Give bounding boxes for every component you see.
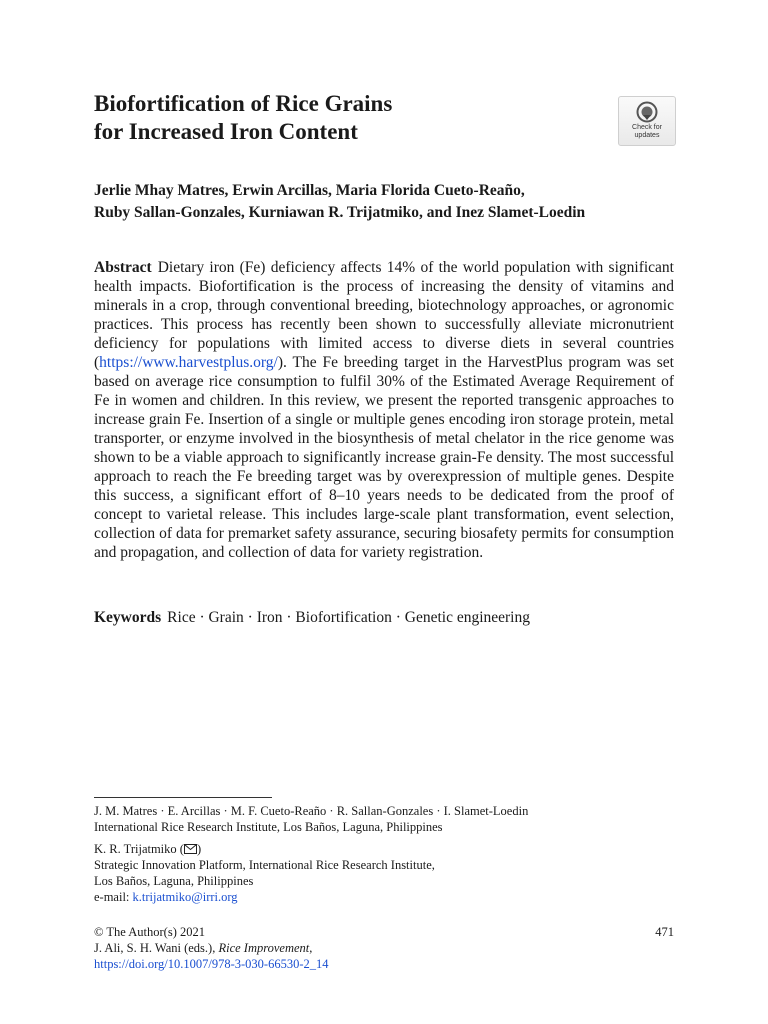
copyright: © The Author(s) 2021: [94, 925, 205, 939]
harvestplus-link[interactable]: https://www.harvestplus.org/: [99, 354, 278, 371]
article-title: [94, 90, 564, 146]
abstract-text-part2: ). The Fe breeding target in the HarvestPlus program was set based on average rice consumption to fulfil 30% of the Estimated Average Requirement of Fe in women and children. In this review, we present the reported transgenic approaches to increase grain Fe. Insertion of a single or multiple genes encoding iron storage protein, metal transporter, or enzyme involved in the biosynthesis of metal chelator in the rice genome was shown to be a viable approach to significantly increase grain-Fe density. The most successful approach to reach the Fe breeding target was by overexpression of multiple genes. Despite this success, a significant effort of 8–10 years needs to be dedicated from the proof of concept to varietal release. This includes large-scale plant transformation, event selection, collection of data for premarket safety assurance, securing biosafety permits for consumption and propagation, and collection of data for variety registration.: [94, 354, 674, 561]
affiliation-group-2: [94, 841, 674, 905]
author-list: [94, 180, 674, 224]
keywords-list: Rice · Grain · Iron · Biofortification · Genetic engineering: [167, 609, 530, 626]
keywords-label: Keywords: [94, 609, 162, 626]
corresponding-author: K. R. Trijatmiko ( ): [94, 842, 202, 856]
abstract: [94, 258, 674, 562]
envelope-icon: [184, 844, 197, 854]
page-footer: [94, 924, 674, 972]
email-line: e-mail: k.trijatmiko@irri.org: [94, 890, 238, 904]
badge-label: Check for updates: [632, 124, 662, 139]
affiliation-institute: International Rice Research Institute, Los Baños, Laguna, Philippines: [94, 820, 443, 834]
keywords: [94, 608, 674, 627]
book-citation: J. Ali, S. H. Wani (eds.), Rice Improvement,: [94, 941, 313, 955]
footnote-divider: [94, 797, 272, 798]
affiliation-names: J. M. Matres · E. Arcillas · M. F. Cueto-Reaño · R. Sallan-Gonzales · I. Slamet-Loedin: [94, 804, 529, 818]
doi-link[interactable]: https://doi.org/10.1007/978-3-030-66530-2_14: [94, 957, 329, 971]
check-for-updates-badge[interactable]: [618, 96, 676, 146]
title-line-2: for Increased Iron Content: [94, 119, 358, 144]
book-title: Rice Improvement: [218, 941, 310, 955]
authors-line-1: Jerlie Mhay Matres, Erwin Arcillas, Maria Florida Cueto-Reaño,: [94, 182, 525, 199]
corresponding-affiliation-line-2: Los Baños, Laguna, Philippines: [94, 874, 254, 888]
check-for-updates-icon: [636, 101, 658, 123]
corresponding-affiliation-line-1: Strategic Innovation Platform, International Rice Research Institute,: [94, 858, 435, 872]
abstract-label: Abstract: [94, 259, 152, 276]
authors-line-2: Ruby Sallan-Gonzales, Kurniawan R. Trijatmiko, and Inez Slamet-Loedin: [94, 204, 586, 221]
affiliation-group-1: [94, 803, 674, 835]
email-link[interactable]: k.trijatmiko@irri.org: [132, 890, 238, 904]
abstract-text-part1: Dietary iron (Fe) deficiency affects 14% of the world population with significant health impacts. Biofortification is the process of increasing the density of vitamins and minerals in a crop, through conventional breeding, biotechnology approaches, or agronomic practices. This process has recently been shown to successfully alleviate micronutrient deficiency for populations with limited access to diverse diets in several countries (: [94, 259, 674, 371]
title-line-1: Biofortification of Rice Grains: [94, 91, 393, 116]
page-number: 471: [655, 925, 674, 939]
